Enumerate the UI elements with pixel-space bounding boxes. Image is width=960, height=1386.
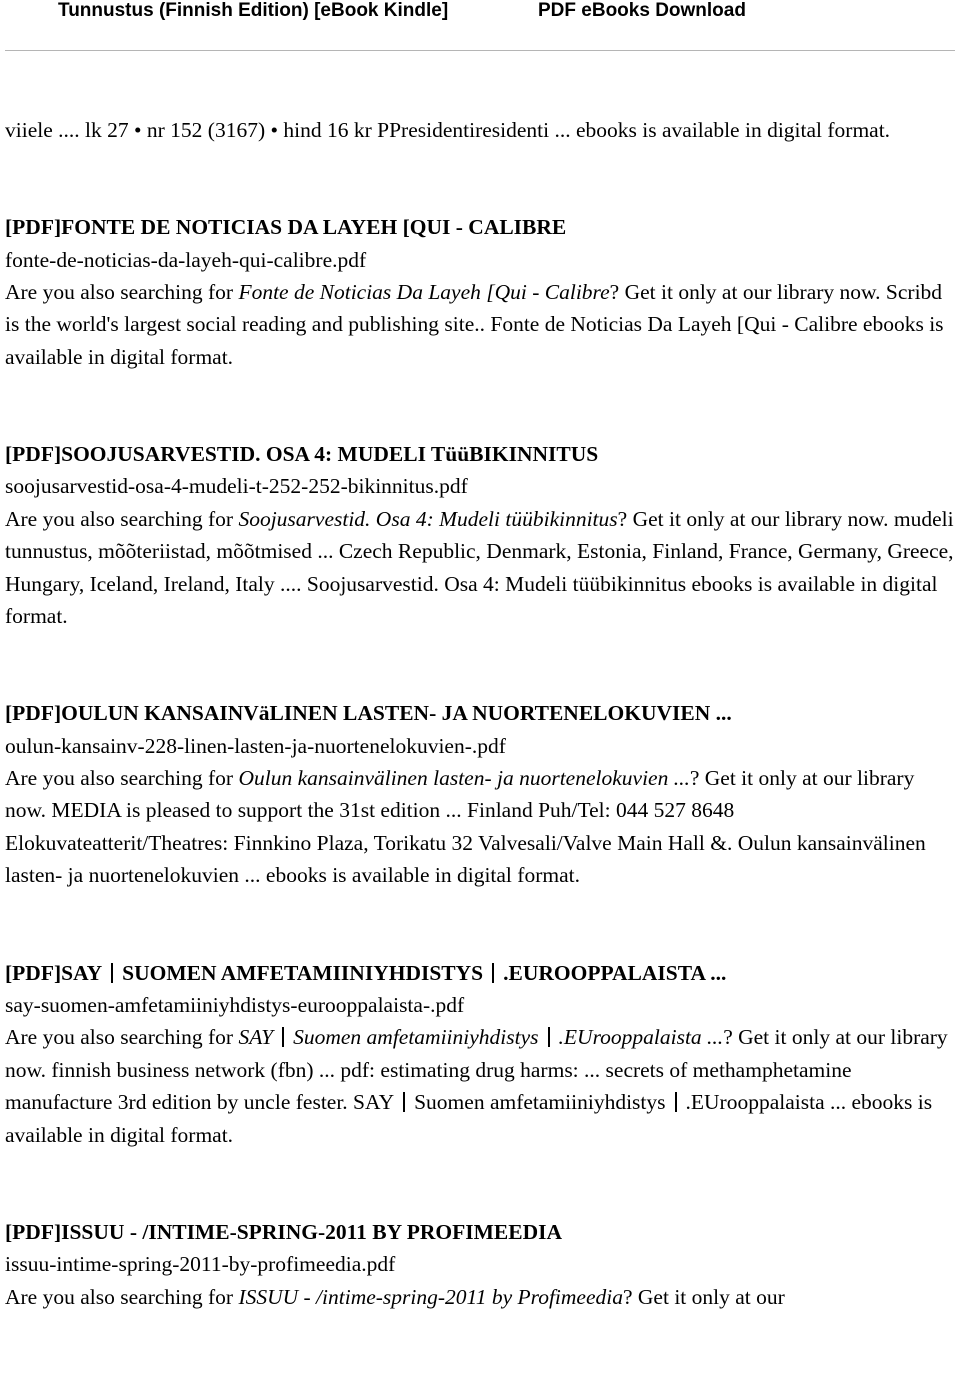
entry <box>5 957 955 1151</box>
entry-description <box>5 762 955 892</box>
search-title: ISSUU - /intime-spring-2011 by Profimeedia <box>238 1284 623 1309</box>
search-title-part: SAY <box>238 1025 274 1050</box>
search-prefix: Are you also searching for <box>5 1025 239 1050</box>
search-title: Oulun kansainvälinen lasten- ja nuortenelokuvien ... <box>238 766 690 791</box>
body-part: ? Get it only at our library now. finnish business network (fbn) ... pdf: estimating drug harms: ... secrets of methamphetamine manufacture 3rd edition by uncle fester. SAY <box>5 1025 948 1115</box>
separator-bar <box>403 1092 405 1112</box>
separator-bar <box>492 963 494 983</box>
entry <box>5 438 955 632</box>
body-part: Suomen amfetamiiniyhdistys <box>414 1090 666 1115</box>
search-prefix: Are you also searching for <box>5 280 239 305</box>
entry-title[interactable]: [PDF]FONTE DE NOTICIAS DA LAYEH [QUI - CALIBRE <box>5 215 567 240</box>
entry-filename: issuu-intime-spring-2011-by-profimeedia.pdf <box>5 1252 396 1277</box>
search-prefix: Are you also searching for <box>5 506 239 531</box>
separator-bar <box>548 1027 550 1047</box>
entry-title[interactable] <box>5 957 955 989</box>
title-part: [PDF]SAY <box>5 960 103 985</box>
search-suffix: ? Get it only at our <box>622 1284 785 1309</box>
entry-description <box>5 276 955 373</box>
intro-paragraph <box>5 114 955 146</box>
entry <box>5 211 955 373</box>
search-title-part: .EUrooppalaista ... <box>558 1025 724 1050</box>
entry <box>5 697 955 891</box>
entry-filename: say-suomen-amfetamiiniyhdistys-eurooppalaista-.pdf <box>5 992 465 1017</box>
separator-bar <box>675 1092 677 1112</box>
search-title: Soojusarvestid. Osa 4: Mudeli tüübikinnitus <box>238 506 618 531</box>
search-suffix: ? Get it only at our library now. Scribd is the world's largest social reading and publishing site.. Fonte de Noticias Da Layeh [Qui - Calibre ebooks is available in digital format. <box>5 280 944 369</box>
search-suffix: ? Get it only at our library now. mudeli tunnustus, mõõteriistad, mõõtmised ... Czech Republic, Denmark, Estonia, Finland, France, Germany, Greece, Hungary, Iceland, Ireland, Italy .... Soojusarvestid. Osa 4: Mudeli tüübikinnitus ebooks is available in digital format. <box>5 506 954 629</box>
title-part: SUOMEN AMFETAMIINIYHDISTYS <box>122 960 484 985</box>
entry-description <box>5 503 955 633</box>
entry-filename: oulun-kansainv-228-linen-lasten-ja-nuortenelokuvien-.pdf <box>5 733 506 758</box>
search-title-part: Suomen amfetamiiniyhdistys <box>293 1025 539 1050</box>
book-title: Tunnustus (Finnish Edition) [eBook Kindle] <box>58 0 449 21</box>
search-suffix: ? Get it only at our library now. MEDIA is pleased to support the 31st edition ... Finland Puh/Tel: 044 527 8648 Elokuvateatterit/Theatres: Finnkino Plaza, Torikatu 32 Valvesali/Valve Main Hall &. Oulun kansainvälinen lasten- ja nuortenelokuvien ... ebooks is available in digital format. <box>5 766 926 888</box>
separator-bar <box>111 963 113 983</box>
main-content <box>5 114 955 1378</box>
site-label: PDF eBooks Download <box>538 0 746 21</box>
intro-text: viiele .... lk 27 • nr 152 (3167) • hind 16 kr PPresidentiresidenti ... ebooks is available in digital format. <box>5 118 891 142</box>
search-title: Fonte de Noticias Da Layeh [Qui - Calibre <box>238 280 610 305</box>
search-prefix: Are you also searching for <box>5 1284 239 1309</box>
entry <box>5 1216 955 1313</box>
entry-filename: soojusarvestid-osa-4-mudeli-t-252-252-bikinnitus.pdf <box>5 474 468 499</box>
header-divider <box>5 50 955 51</box>
separator-bar <box>282 1027 284 1047</box>
entry-title[interactable]: [PDF]OULUN KANSAINVäLINEN LASTEN- JA NUORTENELOKUVIEN ... <box>5 701 732 726</box>
search-title <box>238 1025 723 1049</box>
entry-title[interactable]: [PDF]SOOJUSARVESTID. OSA 4: MUDELI TüüBIKINNITUS <box>5 442 599 467</box>
entry-title[interactable]: [PDF]ISSUU - /INTIME-SPRING-2011 BY PROFIMEEDIA <box>5 1219 563 1244</box>
entry-filename: fonte-de-noticias-da-layeh-qui-calibre.pdf <box>5 247 367 272</box>
entry-description <box>5 1021 955 1151</box>
search-prefix: Are you also searching for <box>5 766 239 791</box>
page-header <box>0 0 960 24</box>
title-part: .EUROOPPALAISTA ... <box>503 960 727 985</box>
entry-description <box>5 1281 955 1313</box>
body-part: .EUrooppalaista ... ebooks is available in digital format. <box>5 1090 933 1147</box>
